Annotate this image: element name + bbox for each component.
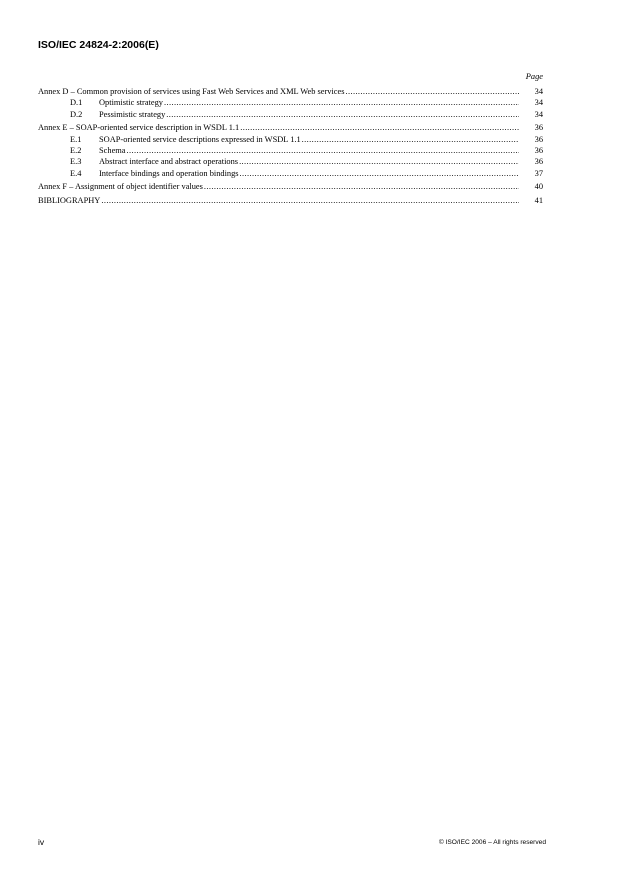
dot-leader <box>204 181 519 192</box>
toc-entry-number: E.4 <box>70 168 82 178</box>
toc-entry-page: 34 <box>534 98 543 108</box>
toc-entry-page: 34 <box>534 87 543 96</box>
toc-entry-page: 41 <box>534 195 543 205</box>
toc-entry-title: SOAP-oriented service descriptions expressed in WSDL 1.1 <box>99 134 301 144</box>
table-of-contents <box>38 70 543 206</box>
toc-entry-page: 37 <box>534 168 543 178</box>
toc-entry-page: 36 <box>534 134 543 144</box>
toc-entry-number: D.2 <box>70 109 83 119</box>
toc-entry-page: 40 <box>534 182 543 192</box>
toc-entry-title: Abstract interface and abstract operations <box>99 157 239 167</box>
toc-entry-annex-f[interactable] <box>38 181 543 192</box>
toc-entry-title: BIBLIOGRAPHY <box>38 195 101 205</box>
toc-entry-e3[interactable] <box>38 156 543 167</box>
toc-entry-title: Schema <box>99 145 126 155</box>
dot-leader <box>239 156 519 167</box>
dot-leader <box>127 145 519 156</box>
dot-leader <box>166 109 519 120</box>
toc-entry-e1[interactable] <box>38 134 543 145</box>
toc-entry-title: Annex D – Common provision of services using Fast Web Services and XML Web services <box>38 87 345 96</box>
toc-entry-e4[interactable] <box>38 168 543 179</box>
toc-entry-title: Annex E – SOAP-oriented service description in WSDL 1.1 <box>38 123 240 133</box>
dot-leader <box>101 195 519 206</box>
dot-leader <box>240 122 519 133</box>
toc-entry-annex-e[interactable] <box>38 122 543 133</box>
toc-entry-number: E.3 <box>70 157 82 167</box>
toc-entry-number: D.1 <box>70 98 83 108</box>
toc-entry-annex-d[interactable] <box>38 86 543 97</box>
footer-copyright: © ISO/IEC 2006 – All rights reserved <box>438 839 546 846</box>
toc-entry-title: Annex F – Assignment of object identifier values <box>38 182 203 192</box>
toc-entry-page: 36 <box>534 123 543 133</box>
toc-entry-page: 34 <box>534 109 543 119</box>
toc-entry-bibliography[interactable] <box>38 195 543 206</box>
dot-leader <box>240 168 519 179</box>
toc-entry-page: 36 <box>534 157 543 167</box>
toc-entry-d2[interactable] <box>38 109 543 120</box>
toc-entry-number: E.2 <box>70 145 82 155</box>
toc-entry-title: Interface bindings and operation bindings <box>99 168 239 178</box>
document-id-header: ISO/IEC 24824-2:2006(E) <box>38 39 159 51</box>
page-column-label: Page <box>525 72 543 81</box>
toc-entry-number: E.1 <box>70 134 82 144</box>
toc-entry-page: 36 <box>534 145 543 155</box>
dot-leader <box>164 97 519 108</box>
dot-leader <box>345 86 519 97</box>
toc-entry-title: Pessimistic strategy <box>99 109 166 119</box>
toc-entry-e2[interactable] <box>38 145 543 156</box>
toc-entry-title: Optimistic strategy <box>99 98 163 108</box>
footer-page-number: iv <box>38 837 45 847</box>
dot-leader <box>302 134 519 145</box>
toc-entry-d1[interactable] <box>38 97 543 108</box>
